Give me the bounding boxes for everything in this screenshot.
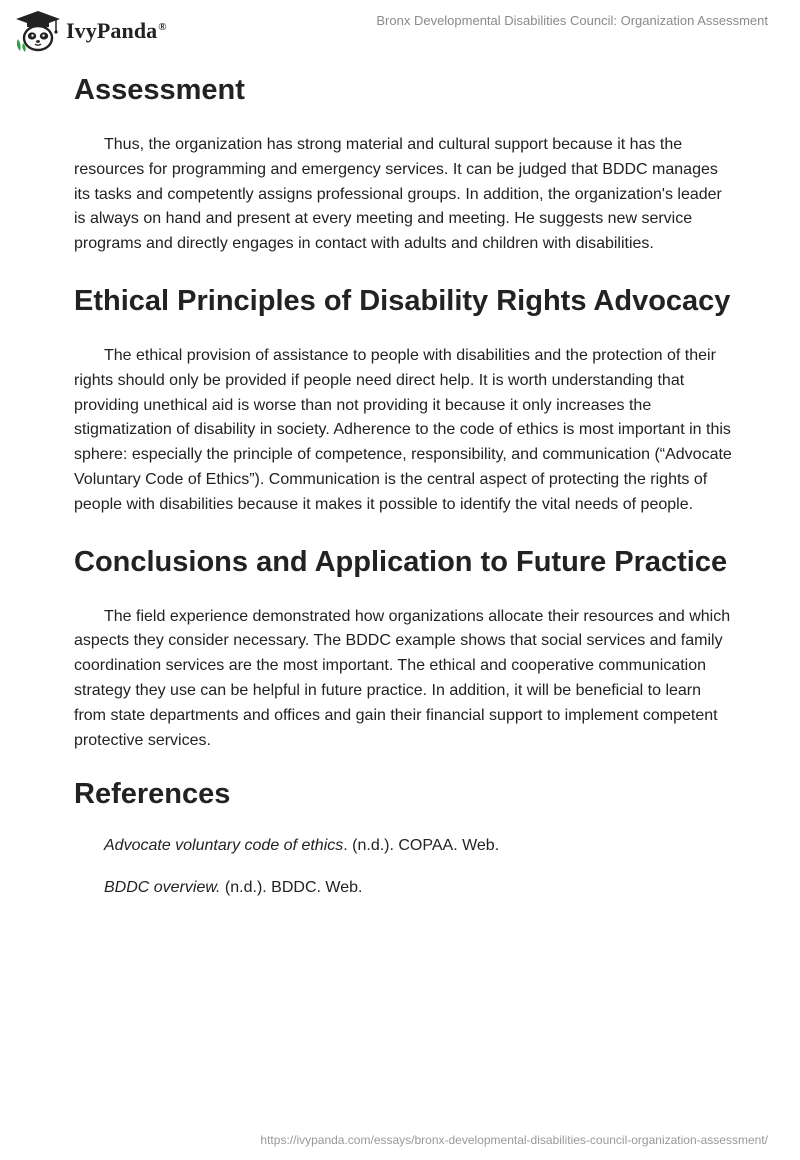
reference-item bbox=[74, 876, 734, 900]
brand-text: IvyPanda bbox=[66, 18, 158, 43]
panda-graduate-icon bbox=[14, 9, 62, 53]
brand-name bbox=[66, 18, 167, 44]
heading-ethics: Ethical Principles of Disability Rights Advocacy bbox=[74, 284, 731, 317]
reference-title: BDDC overview. bbox=[104, 879, 221, 897]
paragraph-conclusions: The field experience demonstrated how organizations allocate their resources and which aspects they consider necessary. The BDDC example shows that social services and family coordination services are the most important. The ethical and cooperative communication strategy they use can be helpful in future practice. In addition, it will be beneficial to learn from state departments and offices and gain their financial support to implement competent protective services. bbox=[74, 607, 731, 749]
paragraph-ethics: The ethical provision of assistance to people with disabilities and the protection of their rights should only be provided if people need direct help. It is worth understanding that providing unethical aid is worse than not providing it because it only increases the stigmatization of disability in society. Adherence to the code of ethics is most important in this sphere: especially the principle of competence, responsibility, and communication (“Advocate Voluntary Code of Ethics”). Communication is the central aspect of protecting the rights of people with disabilities because it makes it possible to identify the vital needs of people. bbox=[74, 346, 732, 513]
source-url[interactable]: https://ivypanda.com/essays/bronx-developmental-disabilities-council-organization-assessment/ bbox=[260, 1133, 768, 1147]
heading-conclusions: Conclusions and Application to Future Practice bbox=[74, 545, 728, 578]
registered-mark: ® bbox=[158, 20, 167, 33]
essay-body bbox=[74, 70, 734, 900]
heading-assessment: Assessment bbox=[74, 74, 245, 106]
page-header bbox=[0, 0, 800, 60]
reference-item bbox=[74, 834, 734, 858]
reference-title: Advocate voluntary code of ethics bbox=[104, 837, 344, 855]
paragraph-assessment: Thus, the organization has strong material and cultural support because it has the resources for programming and emergency services. It can be judged that BDDC manages its tasks and competently assigns professional groups. In addition, the organization's leader is always on hand and present at every meeting and meeting. He suggests new service programs and directly engages in contact with adults and children with disabilities. bbox=[74, 136, 722, 253]
reference-details: . (n.d.). COPAA. Web. bbox=[343, 837, 500, 855]
ivypanda-logo[interactable] bbox=[14, 9, 167, 53]
heading-references: References bbox=[74, 778, 231, 811]
document-title: Bronx Developmental Disabilities Council: Organization Assessment bbox=[376, 13, 768, 28]
reference-details: (n.d.). BDDC. Web. bbox=[220, 879, 363, 897]
